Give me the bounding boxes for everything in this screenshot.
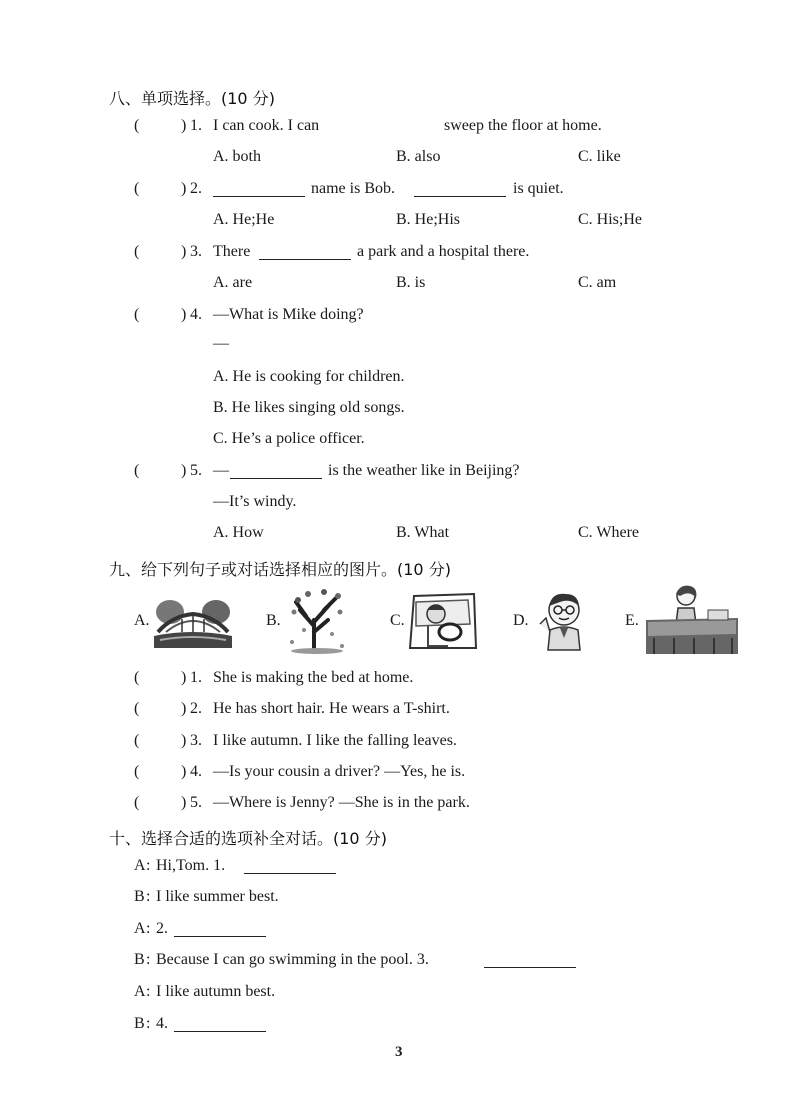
- dialogue-text: I like autumn best.: [156, 983, 276, 1000]
- answer-paren-open: (: [134, 669, 140, 686]
- answer-paren-close: ): [181, 732, 187, 749]
- question-text: —Is your cousin a driver? —Yes, he is.: [213, 763, 466, 780]
- answer-paren-open: (: [134, 243, 140, 260]
- page-number: 3: [395, 1044, 403, 1060]
- driver-icon: [408, 590, 478, 650]
- question-text: name is Bob.: [311, 180, 395, 197]
- question-number: 3.: [190, 732, 202, 749]
- park-bridge-icon: [152, 592, 234, 650]
- question-number: 2.: [190, 180, 202, 197]
- speaker-colon: :: [146, 1015, 151, 1032]
- question-number: 1.: [190, 117, 202, 134]
- picture-label-c: C.: [390, 612, 405, 629]
- answer-paren-close: ): [181, 462, 187, 479]
- answer-paren-close: ): [181, 794, 187, 811]
- answer-paren-close: ): [181, 243, 187, 260]
- question-text-rest: is quiet.: [513, 180, 564, 197]
- answer-paren-open: (: [134, 180, 140, 197]
- answer-paren-close: ): [181, 700, 187, 717]
- question-dash: —: [213, 462, 229, 479]
- option-b: B. is: [396, 274, 426, 291]
- dialogue-text: Hi,Tom. 1.: [156, 857, 226, 874]
- answer-paren-open: (: [134, 794, 140, 811]
- speaker-colon: :: [146, 857, 151, 874]
- speaker-colon: :: [146, 888, 151, 905]
- boy-glasses-icon: [534, 588, 592, 652]
- question-number: 5.: [190, 794, 202, 811]
- answer-paren-close: ): [181, 763, 187, 780]
- answer-paren-open: (: [134, 462, 140, 479]
- option-c: C. He’s a police officer.: [213, 430, 365, 447]
- girl-bed-icon: [644, 584, 740, 656]
- question-text-rest: sweep the floor at home.: [444, 117, 602, 134]
- option-c: C. like: [578, 148, 621, 165]
- question-number: 4.: [190, 306, 202, 323]
- option-b: B. He likes singing old songs.: [213, 399, 405, 416]
- question-text: I like autumn. I like the falling leaves.: [213, 732, 457, 749]
- question-number: 5.: [190, 462, 202, 479]
- answer-paren-open: (: [134, 732, 140, 749]
- option-a: A. are: [213, 274, 253, 291]
- section-8-title: 八、单项选择。(10 分): [109, 89, 275, 108]
- option-a: A. both: [213, 148, 261, 165]
- option-a: A. How: [213, 524, 264, 541]
- option-c: C. am: [578, 274, 617, 291]
- reply-text: —It’s windy.: [213, 493, 297, 510]
- question-number: 4.: [190, 763, 202, 780]
- question-number: 3.: [190, 243, 202, 260]
- speaker-label: B: [134, 1015, 145, 1032]
- option-b: B. also: [396, 148, 441, 165]
- dialogue-text: I like summer best.: [156, 888, 279, 905]
- picture-label-d: D.: [513, 612, 529, 629]
- fill-blank[interactable]: [174, 1017, 266, 1032]
- picture-label-b: B.: [266, 612, 281, 629]
- question-text-rest: is the weather like in Beijing?: [328, 462, 520, 479]
- speaker-label: B: [134, 951, 145, 968]
- fill-blank[interactable]: [213, 182, 305, 197]
- answer-paren-open: (: [134, 700, 140, 717]
- dialogue-text: 4.: [156, 1015, 168, 1032]
- answer-paren-close: ): [181, 306, 187, 323]
- fill-blank[interactable]: [174, 922, 266, 937]
- section-9-title: 九、给下列句子或对话选择相应的图片。(10 分): [109, 560, 451, 579]
- question-text: I can cook. I can: [213, 117, 320, 134]
- speaker-label: B: [134, 888, 145, 905]
- fill-blank[interactable]: [414, 182, 506, 197]
- question-text: There: [213, 243, 251, 260]
- answer-dash: —: [213, 335, 229, 352]
- speaker-colon: :: [146, 951, 151, 968]
- answer-paren-open: (: [134, 117, 140, 134]
- fill-blank[interactable]: [230, 464, 322, 479]
- option-b: B. He;His: [396, 211, 460, 228]
- autumn-tree-icon: [284, 586, 350, 654]
- answer-paren-close: ): [181, 669, 187, 686]
- question-text: She is making the bed at home.: [213, 669, 414, 686]
- answer-paren-open: (: [134, 763, 140, 780]
- fill-blank[interactable]: [484, 953, 576, 968]
- dialogue-text: Because I can go swimming in the pool. 3.: [156, 951, 429, 968]
- option-a: A. He is cooking for children.: [213, 368, 405, 385]
- dialogue-text: 2.: [156, 920, 168, 937]
- fill-blank[interactable]: [244, 859, 336, 874]
- option-c: C. Where: [578, 524, 640, 541]
- speaker-colon: :: [146, 920, 151, 937]
- speaker-label: A: [134, 983, 146, 1000]
- question-text: He has short hair. He wears a T-shirt.: [213, 700, 450, 717]
- picture-label-a: A.: [134, 612, 150, 629]
- option-c: C. His;He: [578, 211, 642, 228]
- speaker-colon: :: [146, 983, 151, 1000]
- question-text: —Where is Jenny? —She is in the park.: [213, 794, 470, 811]
- speaker-label: A: [134, 857, 146, 874]
- question-text: —What is Mike doing?: [213, 306, 364, 323]
- fill-blank[interactable]: [259, 245, 351, 260]
- question-number: 1.: [190, 669, 202, 686]
- answer-paren-close: ): [181, 180, 187, 197]
- picture-label-e: E.: [625, 612, 639, 629]
- question-number: 2.: [190, 700, 202, 717]
- question-text-rest: a park and a hospital there.: [357, 243, 530, 260]
- option-b: B. What: [396, 524, 450, 541]
- option-a: A. He;He: [213, 211, 275, 228]
- answer-paren-open: (: [134, 306, 140, 323]
- answer-paren-close: ): [181, 117, 187, 134]
- speaker-label: A: [134, 920, 146, 937]
- section-10-title: 十、选择合适的选项补全对话。(10 分): [109, 829, 387, 848]
